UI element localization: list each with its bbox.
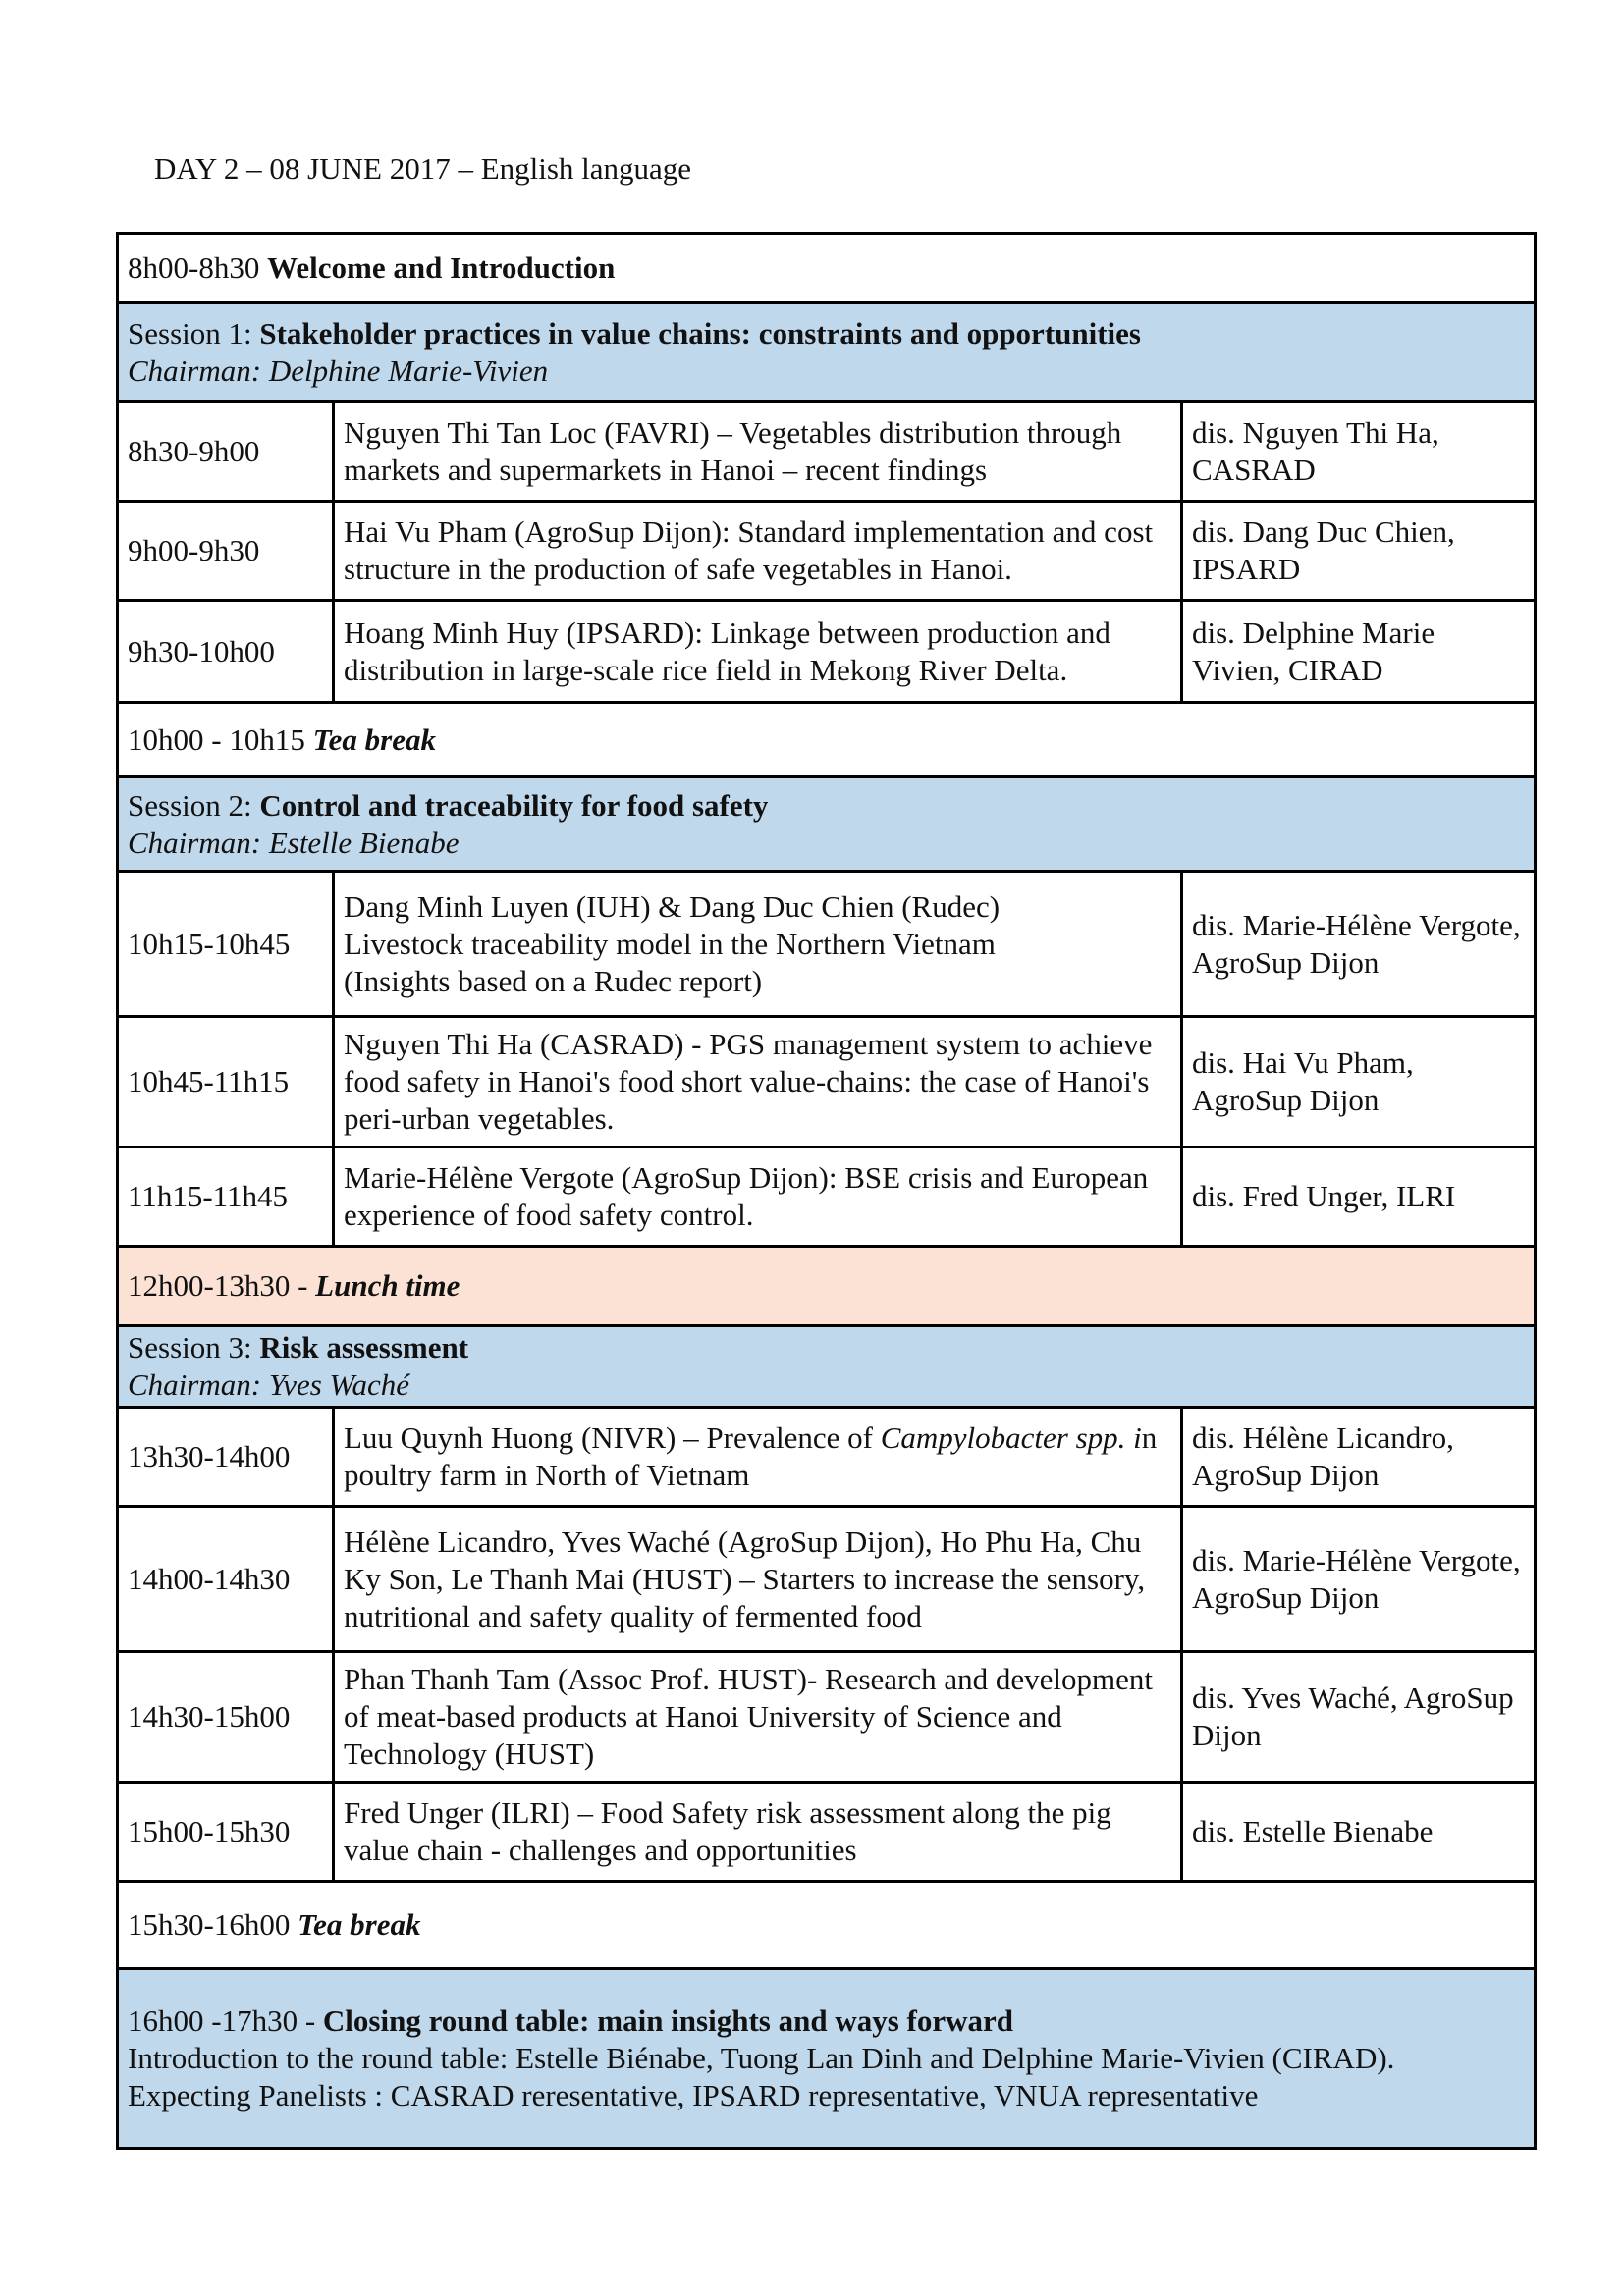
session-3-header xyxy=(118,1326,1536,1408)
talk-time: 10h15-10h45 xyxy=(118,872,334,1017)
session-3-talk-row xyxy=(118,1507,1536,1652)
talk-discussant: dis. Delphine Marie Vivien, CIRAD xyxy=(1182,601,1536,703)
tea-break-row xyxy=(118,1882,1536,1969)
page-heading: DAY 2 – 08 JUNE 2017 – English language xyxy=(154,151,692,186)
session-1-talk-row xyxy=(118,601,1536,703)
talk-discussant: dis. Estelle Bienabe xyxy=(1182,1783,1536,1882)
talk-time: 9h30-10h00 xyxy=(118,601,334,703)
talk-line: (Insights based on a Rudec report) xyxy=(344,963,763,998)
talk-time: 14h30-15h00 xyxy=(118,1652,334,1783)
talk-description: Phan Thanh Tam (Assoc Prof. HUST)- Research and development of meat-based products at Hanoi University of Science and Technology (HUST) xyxy=(334,1652,1182,1783)
closing-time: 16h00 -17h30 - xyxy=(128,2003,323,2038)
tea-break-title: Tea break xyxy=(298,1907,421,1942)
closing-title: Closing round table: main insights and ways forward xyxy=(322,2003,1013,2038)
welcome-title: Welcome and Introduction xyxy=(267,250,616,285)
lunch-cell xyxy=(118,1247,1536,1326)
talk-time: 14h00-14h30 xyxy=(118,1507,334,1652)
talk-time: 10h45-11h15 xyxy=(118,1017,334,1148)
session-3-header-row xyxy=(118,1326,1536,1408)
session-3-label: Session 3: xyxy=(128,1330,260,1364)
talk-discussant: dis. Fred Unger, ILRI xyxy=(1182,1148,1536,1247)
talk-discussant: dis. Yves Waché, AgroSup Dijon xyxy=(1182,1652,1536,1783)
welcome-time: 8h00-8h30 xyxy=(128,250,268,285)
talk-discussant: dis. Marie-Hélène Vergote, AgroSup Dijon xyxy=(1182,1507,1536,1652)
session-1-chair: Chairman: Delphine Marie-Vivien xyxy=(128,353,549,388)
lunch-row xyxy=(118,1247,1536,1326)
talk-text: Luu Quynh Huong (NIVR) – Prevalence of xyxy=(344,1420,881,1455)
talk-text-italic: Campylobacter spp. i xyxy=(880,1420,1142,1455)
welcome-row xyxy=(118,234,1536,303)
talk-discussant: dis. Marie-Hélène Vergote, AgroSup Dijon xyxy=(1182,872,1536,1017)
session-2-header xyxy=(118,777,1536,872)
session-1-label: Session 1: xyxy=(128,316,260,350)
talk-line: Dang Minh Luyen (IUH) & Dang Duc Chien (Rudec) xyxy=(344,888,1001,924)
talk-description: Hoang Minh Huy (IPSARD): Linkage between production and distribution in large-scale rice field in Mekong River Delta. xyxy=(334,601,1182,703)
session-1-talk-row xyxy=(118,502,1536,601)
talk-time: 11h15-11h45 xyxy=(118,1148,334,1247)
talk-description: Fred Unger (ILRI) – Food Safety risk assessment along the pig value chain - challenges and opportunities xyxy=(334,1783,1182,1882)
talk-description xyxy=(334,1408,1182,1507)
tea-break-cell xyxy=(118,1882,1536,1969)
talk-line: Livestock traceability model in the Northern Vietnam xyxy=(344,926,996,961)
talk-discussant: dis. Hai Vu Pham, AgroSup Dijon xyxy=(1182,1017,1536,1148)
closing-panelists: Expecting Panelists : CASRAD reresentative, IPSARD representative, VNUA representative xyxy=(128,2078,1259,2112)
session-1-title: Stakeholder practices in value chains: constraints and opportunities xyxy=(259,316,1141,350)
session-1-header-row xyxy=(118,303,1536,402)
talk-description: Hai Vu Pham (AgroSup Dijon): Standard implementation and cost structure in the production of safe vegetables in Hanoi. xyxy=(334,502,1182,601)
closing-intro: Introduction to the round table: Estelle Biénabe, Tuong Lan Dinh and Delphine Marie-Vivien (CIRAD). xyxy=(128,2041,1395,2075)
session-2-title: Control and traceability for food safety xyxy=(259,787,769,823)
tea-break-time: 15h30-16h00 xyxy=(128,1907,298,1942)
session-2-chair: Chairman: Estelle Bienabe xyxy=(128,825,460,860)
session-3-talk-row xyxy=(118,1652,1536,1783)
lunch-title: Lunch time xyxy=(315,1268,460,1303)
session-2-talk-row xyxy=(118,1017,1536,1148)
lunch-time: 12h00-13h30 - xyxy=(128,1268,316,1303)
session-2-talk-row xyxy=(118,1148,1536,1247)
talk-description: Nguyen Thi Tan Loc (FAVRI) – Vegetables distribution through markets and supermarkets in Hanoi – recent findings xyxy=(334,402,1182,502)
talk-time: 15h00-15h30 xyxy=(118,1783,334,1882)
session-1-talk-row xyxy=(118,402,1536,502)
closing-row xyxy=(118,1969,1536,2149)
closing-cell xyxy=(118,1969,1536,2149)
tea-break-time: 10h00 - 10h15 xyxy=(128,721,313,757)
session-3-title: Risk assessment xyxy=(259,1330,469,1364)
talk-description: Hélène Licandro, Yves Waché (AgroSup Dijon), Ho Phu Ha, Chu Ky Son, Le Thanh Mai (HUST) – Starters to increase the sensory, nutritional and safety quality of fermented food xyxy=(334,1507,1182,1652)
programme-table xyxy=(116,232,1537,2150)
session-3-talk-row xyxy=(118,1408,1536,1507)
session-1-header xyxy=(118,303,1536,402)
welcome-cell xyxy=(118,234,1536,303)
talk-description: Nguyen Thi Ha (CASRAD) - PGS management system to achieve food safety in Hanoi's food short value-chains: the case of Hanoi's peri-urban vegetables. xyxy=(334,1017,1182,1148)
talk-time: 8h30-9h00 xyxy=(118,402,334,502)
talk-text: n poultry farm in North of Vietnam xyxy=(344,1420,1158,1492)
talk-discussant: dis. Dang Duc Chien, IPSARD xyxy=(1182,502,1536,601)
talk-time: 13h30-14h00 xyxy=(118,1408,334,1507)
talk-time: 9h00-9h30 xyxy=(118,502,334,601)
talk-description: Marie-Hélène Vergote (AgroSup Dijon): BSE crisis and European experience of food safety control. xyxy=(334,1148,1182,1247)
session-3-chair: Chairman: Yves Waché xyxy=(128,1367,410,1402)
session-2-label: Session 2: xyxy=(128,787,260,823)
tea-break-row xyxy=(118,703,1536,777)
talk-discussant: dis. Nguyen Thi Ha, CASRAD xyxy=(1182,402,1536,502)
session-3-talk-row xyxy=(118,1783,1536,1882)
tea-break-cell xyxy=(118,703,1536,777)
session-2-talk-row xyxy=(118,872,1536,1017)
tea-break-title: Tea break xyxy=(312,721,437,757)
session-2-header-row xyxy=(118,777,1536,872)
talk-discussant: dis. Hélène Licandro, AgroSup Dijon xyxy=(1182,1408,1536,1507)
talk-description xyxy=(334,872,1182,1017)
